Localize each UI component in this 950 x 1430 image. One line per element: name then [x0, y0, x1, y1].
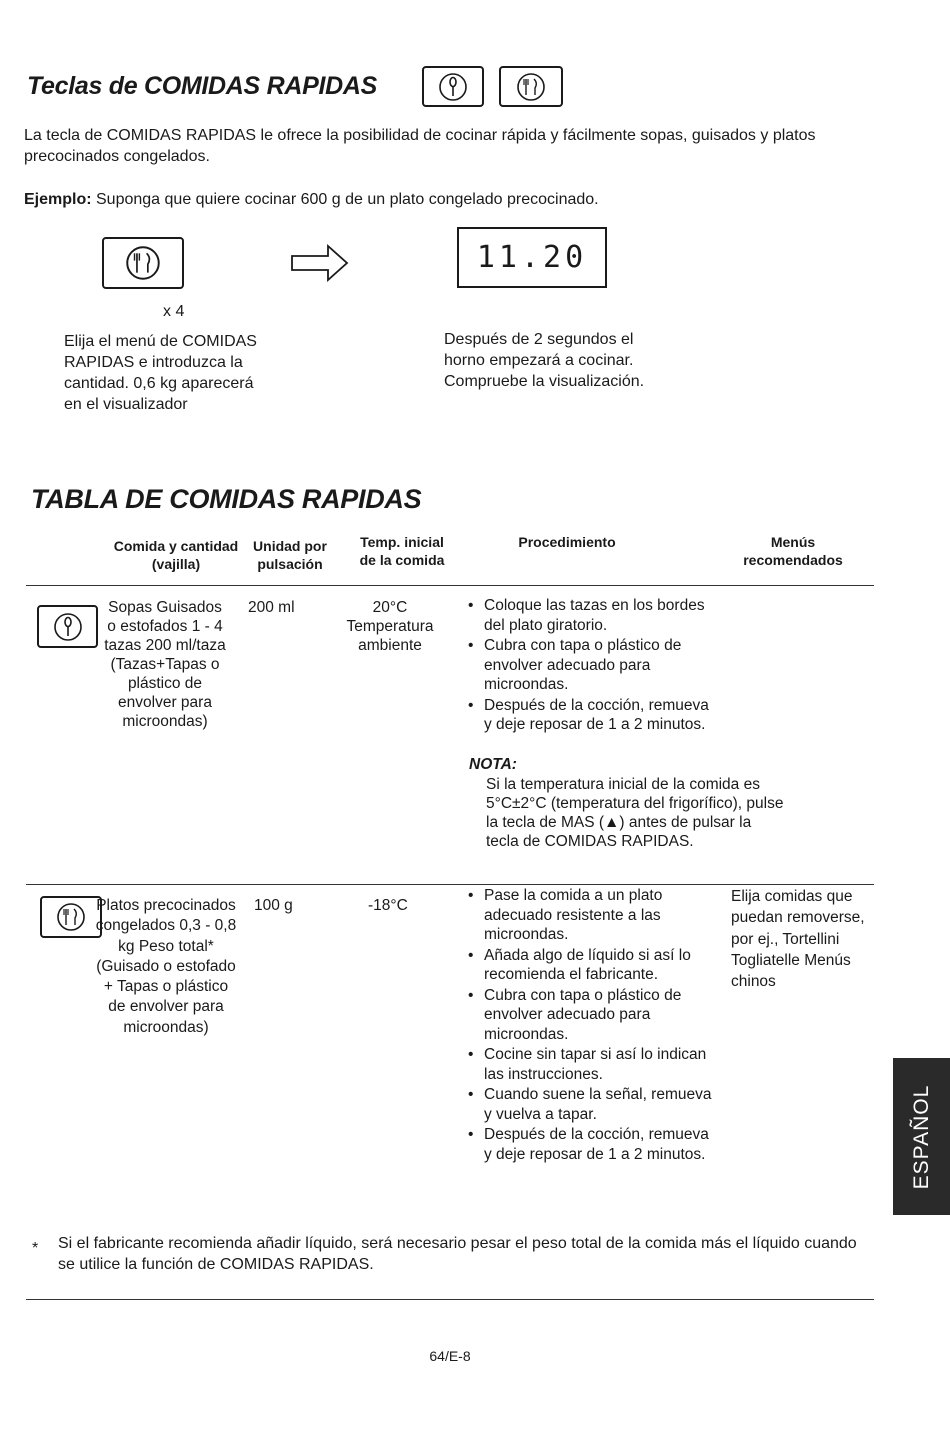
- list-item: • Cocine sin tapar si así lo indican las instrucciones.: [466, 1045, 716, 1084]
- list-item: • Cuando suene la señal, remueva y vuelva a tapar.: [466, 1085, 716, 1124]
- soup-spoon-icon: [49, 611, 87, 643]
- list-item: • Después de la cocción, remueva y deje reposar de 1 a 2 minutos.: [466, 1125, 716, 1164]
- example-meal-key: [102, 237, 184, 289]
- row2-meal-key: [40, 896, 102, 938]
- step2-text: Después de 2 segundos el horno empezará a cocinar. Compruebe la visualización.: [444, 331, 645, 390]
- row2-unit: 100 g: [254, 897, 293, 914]
- language-tab: [893, 1058, 950, 1215]
- header-divider: [26, 585, 874, 586]
- footer-divider: [26, 1299, 874, 1300]
- arrow-right-icon: [290, 243, 350, 283]
- list-item: • Añada algo de líquido si así lo recomienda el fabricante.: [466, 946, 716, 985]
- list-item: • Pase la comida a un plato adecuado resistente a las microondas.: [466, 886, 716, 945]
- row1-note-label: NOTA:: [469, 756, 517, 773]
- row1-procedure: [466, 596, 718, 736]
- example-label: Ejemplo:: [24, 191, 92, 208]
- footnote-text: Si el fabricante recomienda añadir líquido, será necesario pesar el peso total de la comida más el líquido cuando se utilice la función de COMIDAS RAPIDAS.: [58, 1235, 857, 1273]
- meal-key-button: [499, 66, 563, 107]
- row1-unit: 200 ml: [248, 599, 295, 616]
- list-item: • Cubra con tapa o plástico de envolver adecuado para microondas.: [466, 986, 716, 1045]
- row2-temp: -18°C: [368, 897, 408, 914]
- list-item: • Después de la cocción, remueva y deje reposar de 1 a 2 minutos.: [466, 696, 718, 735]
- header-menus: Menús recomendados: [743, 534, 843, 568]
- page-title: Teclas de COMIDAS RAPIDAS: [27, 72, 377, 100]
- soup-spoon-icon: [434, 71, 472, 103]
- header-unit: Unidad por pulsación: [253, 538, 327, 572]
- fork-knife-icon: [120, 243, 166, 283]
- oven-display: 11.20: [457, 227, 607, 288]
- row-divider: [26, 884, 874, 885]
- row1-temp: 20°C Temperatura ambiente: [346, 599, 434, 654]
- row1-food: Sopas Guisados o estofados 1 - 4 tazas 200 ml/taza (Tazas+Tapas o plástico de envolver para microondas): [104, 599, 226, 730]
- row2-menus: Elija comidas que puedan removerse, por ej., Tortellini Togliatelle Menús chinos: [731, 888, 865, 991]
- list-item: • Cubra con tapa o plástico de envolver adecuado para microondas.: [466, 636, 718, 695]
- language-tab-label: ESPAÑOL: [909, 1084, 933, 1189]
- fork-knife-icon: [512, 71, 550, 103]
- row2-food: Platos precocinados congelados 0,3 - 0,8 kg Peso total* (Guisado o estofado + Tapas o plástico de envolver para microondas): [95, 897, 237, 1036]
- press-count: x 4: [163, 303, 185, 320]
- header-food: Comida y cantidad (vajilla): [113, 538, 239, 572]
- row2-procedure: [466, 886, 716, 1165]
- table-title: TABLA DE COMIDAS RAPIDAS: [31, 484, 422, 514]
- soup-key-button: [422, 66, 484, 107]
- list-item: • Coloque las tazas en los bordes del plato giratorio.: [466, 596, 718, 635]
- example-line: [24, 189, 894, 210]
- row1-note-text: Si la temperatura inicial de la comida es 5°C±2°C (temperatura del frigorífico), pulse la tecla de MAS (▲) antes de pulsar la tecla de COMIDAS RAPIDAS.: [486, 776, 784, 850]
- intro-paragraph: La tecla de COMIDAS RAPIDAS le ofrece la posibilidad de cocinar rápida y fácilmente sopas, guisados y platos precocinados congelados.: [24, 127, 816, 165]
- row1-soup-key: [37, 605, 98, 648]
- step1-text: Elija el menú de COMIDAS RAPIDAS e introduzca la cantidad. 0,6 kg aparecerá en el visualizador: [64, 333, 257, 413]
- footnote-marker: *: [32, 1240, 39, 1257]
- header-temp: Temp. inicial de la comida: [359, 534, 445, 568]
- page-number: 64/E-8: [429, 1348, 471, 1364]
- example-text: Suponga que quiere cocinar 600 g de un plato congelado precocinado.: [91, 191, 599, 208]
- header-procedure: Procedimiento: [518, 534, 616, 550]
- fork-knife-icon: [52, 901, 90, 933]
